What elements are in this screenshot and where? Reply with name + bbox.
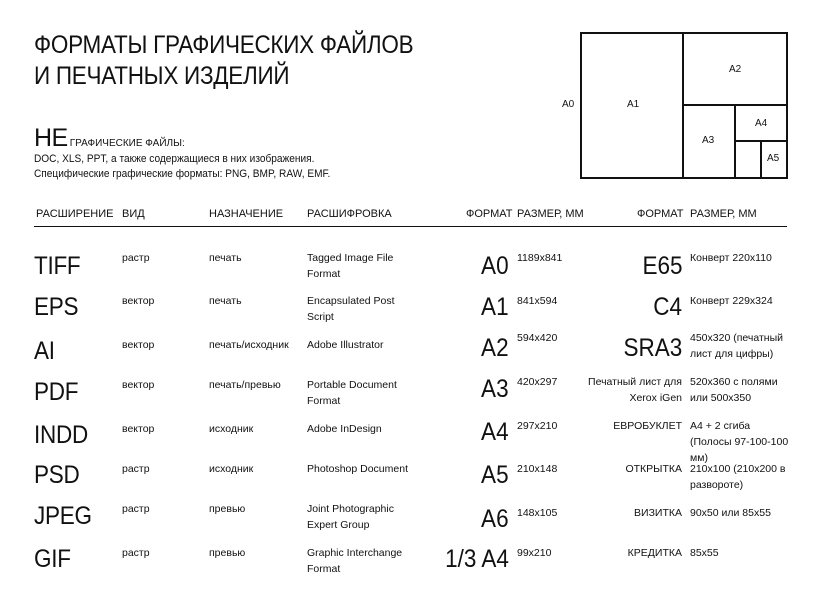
row-size-2: 520x360 с полями или 500x350 bbox=[690, 376, 778, 404]
row-purpose: печать/исходник bbox=[209, 339, 289, 351]
row-decoding: Encapsulated Post Script bbox=[307, 295, 395, 323]
row-decoding: Joint Photographic Expert Group bbox=[307, 503, 394, 531]
row-purpose: печать bbox=[209, 252, 242, 264]
col-header-purpose: НАЗНАЧЕНИЕ bbox=[209, 208, 284, 220]
row-ext: PDF bbox=[34, 378, 79, 406]
row-format: A4 bbox=[481, 418, 509, 446]
row-format-2: E65 bbox=[641, 252, 682, 280]
row-type: вектор bbox=[122, 379, 155, 391]
row-decoding: Portable Document Format bbox=[307, 379, 397, 407]
row-format: A6 bbox=[481, 505, 509, 533]
row-ext: INDD bbox=[34, 421, 88, 449]
label-a2: A2 bbox=[729, 64, 742, 75]
row-ext: TIFF bbox=[34, 252, 81, 280]
col-header-format: ФОРМАТ bbox=[466, 208, 513, 220]
row-type: растр bbox=[122, 547, 150, 559]
page-title bbox=[34, 30, 413, 92]
row-format-2: ЕВРОБУКЛЕТ bbox=[613, 420, 682, 432]
row-type: растр bbox=[122, 252, 150, 264]
col-header-ext: РАСШИРЕНИЕ bbox=[36, 208, 114, 220]
row-format-2: C4 bbox=[653, 293, 682, 321]
row-format: A0 bbox=[481, 252, 509, 280]
row-purpose: исходник bbox=[209, 423, 254, 435]
row-decoding: Tagged Image File Format bbox=[307, 252, 394, 280]
row-format-2: Печатный лист для Xerox iGen bbox=[588, 376, 682, 404]
non-graphic-note-1: DOC, XLS, PPT, а также содержащиеся в них изображения. bbox=[34, 153, 315, 165]
row-format-2: ОТКРЫТКА bbox=[625, 463, 682, 475]
row-type: растр bbox=[122, 463, 150, 475]
row-size-2: 85x55 bbox=[690, 547, 719, 559]
row-size: 1189x841 bbox=[517, 252, 563, 264]
non-graphic-note-2: Специфические графические форматы: PNG, BMP, RAW, EMF. bbox=[34, 168, 331, 180]
row-size: 148x105 bbox=[517, 507, 558, 519]
row-format: A2 bbox=[481, 334, 509, 362]
row-format: 1/3 A4 bbox=[445, 545, 509, 573]
row-format-2: КРЕДИТКА bbox=[627, 547, 682, 559]
row-purpose: превью bbox=[209, 503, 246, 515]
label-a5: A5 bbox=[767, 153, 780, 164]
row-size: 99x210 bbox=[517, 547, 552, 559]
row-decoding: Adobe Illustrator bbox=[307, 339, 384, 351]
label-a4: A4 bbox=[755, 118, 768, 129]
row-type: вектор bbox=[122, 339, 155, 351]
row-size-2: 210x100 (210x200 в развороте) bbox=[690, 463, 786, 491]
row-size: 420x297 bbox=[517, 376, 558, 388]
col-header-size-2: РАЗМЕР, ММ bbox=[690, 208, 757, 220]
row-size: 841x594 bbox=[517, 295, 558, 307]
row-purpose: исходник bbox=[209, 463, 254, 475]
col-header-type: ВИД bbox=[122, 208, 145, 220]
label-a3: A3 bbox=[702, 135, 715, 146]
non-graphic-heading bbox=[34, 124, 185, 153]
row-size-2: Конверт 229x324 bbox=[690, 295, 773, 307]
row-size-2: 450x320 (печатный лист для цифры) bbox=[690, 332, 783, 360]
row-type: вектор bbox=[122, 295, 155, 307]
row-purpose: превью bbox=[209, 547, 246, 559]
row-purpose: печать bbox=[209, 295, 242, 307]
row-ext: GIF bbox=[34, 545, 71, 573]
row-size-2: Конверт 220x110 bbox=[690, 252, 772, 264]
row-format: A3 bbox=[481, 375, 509, 403]
paper-format-diagram bbox=[560, 32, 790, 180]
row-ext: AI bbox=[34, 337, 55, 365]
non-graphic-prefix: НЕ bbox=[34, 124, 68, 152]
paper-format-outline bbox=[560, 32, 790, 180]
row-ext: EPS bbox=[34, 293, 79, 321]
col-header-decoding: РАСШИФРОВКА bbox=[307, 208, 392, 220]
row-type: растр bbox=[122, 503, 150, 515]
label-a1: A1 bbox=[627, 99, 640, 110]
row-format: A1 bbox=[481, 293, 509, 321]
row-decoding: Adobe InDesign bbox=[307, 423, 382, 435]
row-decoding: Graphic Interchange Format bbox=[307, 547, 403, 575]
row-type: вектор bbox=[122, 423, 155, 435]
row-format-2: ВИЗИТКА bbox=[634, 507, 682, 519]
label-a0: A0 bbox=[562, 99, 575, 110]
row-size: 594x420 bbox=[517, 332, 558, 344]
row-size: 210x148 bbox=[517, 463, 558, 475]
title-line-1: ФОРМАТЫ ГРАФИЧЕСКИХ ФАЙЛОВ bbox=[34, 31, 414, 59]
row-size: 297x210 bbox=[517, 420, 558, 432]
col-header-size: РАЗМЕР, ММ bbox=[517, 208, 584, 220]
title-line-2: И ПЕЧАТНЫХ ИЗДЕЛИЙ bbox=[34, 62, 290, 90]
col-header-format-2: ФОРМАТ bbox=[637, 208, 684, 220]
non-graphic-label: ГРАФИЧЕСКИЕ ФАЙЛЫ: bbox=[69, 138, 185, 149]
row-decoding: Photoshop Document bbox=[307, 463, 408, 475]
row-size-2: 90x50 или 85x55 bbox=[690, 507, 771, 519]
row-purpose: печать/превью bbox=[209, 379, 281, 391]
header-rule bbox=[34, 226, 787, 227]
row-format: A5 bbox=[481, 461, 509, 489]
row-ext: PSD bbox=[34, 461, 80, 489]
row-size-2: A4 + 2 сгиба (Полосы 97-100-100 мм) bbox=[690, 420, 789, 464]
row-format-2: SRA3 bbox=[623, 334, 682, 362]
row-ext: JPEG bbox=[34, 502, 92, 530]
